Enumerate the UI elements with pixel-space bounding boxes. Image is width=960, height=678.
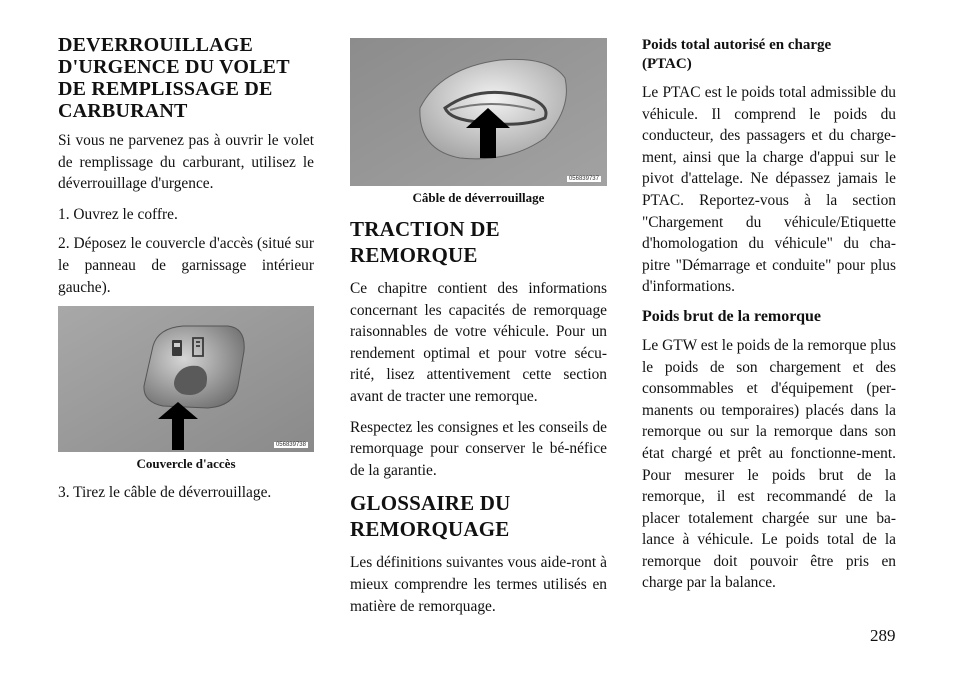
section-title-trailer-towing	[350, 216, 607, 268]
column-middle	[350, 38, 607, 626]
subtitle-line: (PTAC)	[642, 56, 692, 72]
title-line: GLOSSAIRE DU	[350, 491, 511, 516]
figure-caption: Câble de déverrouillage	[412, 190, 545, 205]
release-cable-figure	[350, 38, 607, 186]
section-title-emergency-release	[58, 34, 314, 122]
access-cover-illustration	[58, 306, 314, 452]
fuel-pump-icon	[172, 340, 182, 356]
glossary-intro-paragraph: Les définitions suivantes vous aide-ront à mieux comprendre les termes utilisés en matière de remorquage.	[350, 554, 607, 615]
towing-warranty-paragraph: Respectez les consignes et les conseils de remorquage pour conserver le bé-néfice de la garantie.	[350, 418, 607, 479]
title-line: REMORQUE	[350, 243, 478, 267]
column-right	[642, 36, 896, 603]
step-2: 2. Déposez le couvercle d'accès (situé sur le panneau de garnissage intérieur gauche).	[58, 235, 314, 296]
page-number: 289	[870, 626, 896, 645]
subtitle-line: Poids total autorisé en charge	[642, 37, 832, 53]
release-cable-illustration	[350, 38, 607, 186]
step-3: 3. Tirez le câble de déverrouillage.	[58, 484, 272, 502]
access-cover-figure	[58, 306, 314, 452]
subtitle-gvwr	[642, 36, 896, 74]
towing-intro-paragraph: Ce chapitre contient des informations concernant les capacités de remorquage raisonnables de votre véhicule. Pour un rendement optimal et pour votre sécu-rité, lisez attentivement cette section avant de tracter une remorque.	[350, 280, 607, 405]
title-line: D'URGENCE DU VOLET	[58, 56, 290, 78]
gvwr-paragraph: Le PTAC est le poids total admissible du véhicule. Il comprend le poids du conducteur, des passagers et du charge-ment, ainsi que la charge d'appui sur le pivot d'attelage. Ne dépassez jamais le PTAC. Reportez-vous à la section "Chargement du véhicule/Etiquette d'homologation du véhicule" du cha-pitre "Démarrage et conduite" pour plus d'informations.	[642, 84, 896, 296]
gtw-paragraph: Le GTW est le poids de la remorque plus le poids de son chargement et des consommables et d'équipement (per-manents ou temporaires) placés dans la remorque ou sur la remorque dans son état chargé et prêt au fonctionne-ment. Pour mesurer le poids brut de la remorque, il est recommandé de la placer totalement chargée sur une ba-lance à véhicule. Le poids total de la remorque doit pouvoir être pris en charge par la balance.	[642, 336, 896, 592]
figure-code: 056839738	[275, 442, 306, 449]
title-line: DE REMPLISSAGE DE	[58, 78, 273, 100]
column-left	[58, 30, 314, 512]
step-1: 1. Ouvrez le coffre.	[58, 205, 178, 223]
title-line: TRACTION DE	[350, 217, 500, 241]
title-line: DEVERROUILLAGE	[58, 34, 254, 56]
title-line: REMORQUAGE	[350, 517, 510, 542]
section-title-towing-glossary	[350, 490, 607, 542]
subtitle-gross-trailer-weight: Poids brut de la remorque	[642, 307, 821, 325]
intro-paragraph: Si vous ne parvenez pas à ouvrir le volet de remplissage du carburant, utilisez le déverrouillage d'urgence.	[58, 132, 314, 193]
figure-caption: Couvercle d'accès	[136, 456, 236, 472]
title-line: CARBURANT	[58, 100, 188, 122]
figure-code: 056839737	[568, 176, 599, 182]
